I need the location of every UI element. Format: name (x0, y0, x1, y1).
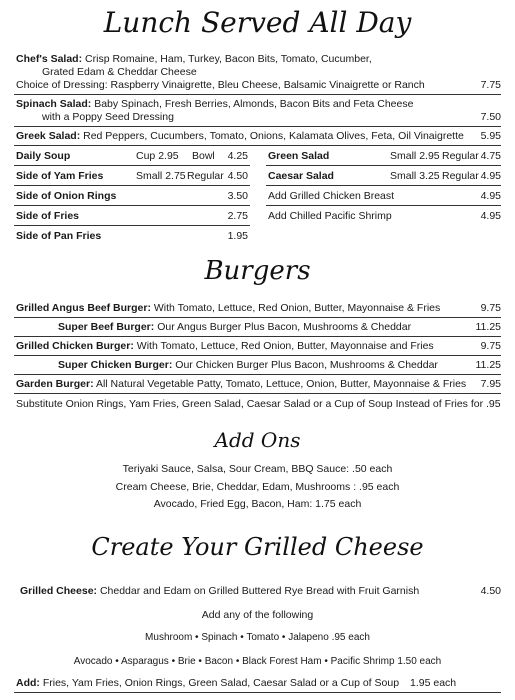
add-shrimp-price: 4.95 (480, 210, 501, 222)
spinach-salad-line2: with a Poppy Seed Dressing (42, 111, 174, 123)
lunch-title: Lunch Served All Day (103, 6, 412, 39)
add-shrimp: Add Chilled Pacific Shrimp (268, 210, 392, 222)
green-salad-regular-price: 4.75 (480, 150, 501, 162)
grilled-cheese: Grilled Cheese: Cheddar and Edam on Grilled Buttered Rye Bread with Fruit Garnish (20, 585, 420, 597)
divider (14, 355, 501, 356)
garden-burger: Garden Burger: All Natural Vegetable Patty, Tomato, Lettuce, Onion, Butter, Mayonnaise & Fries (16, 378, 467, 390)
green-salad-regular-label: Regular (442, 150, 479, 162)
spinach-salad-line1: Spinach Salad: Baby Spinach, Fresh Berries, Almonds, Bacon Bits and Feta Cheese (16, 98, 414, 110)
divider (14, 94, 501, 95)
yam-regular-label: Regular (187, 170, 224, 182)
add-chicken: Add Grilled Chicken Breast (268, 190, 395, 202)
divider (266, 205, 501, 206)
onion-rings: Side of Onion Rings (16, 190, 117, 202)
side-fries: Side of Fries (16, 210, 80, 222)
caesar-salad-regular-price: 4.95 (480, 170, 501, 182)
divider (14, 165, 250, 166)
onion-rings-price: 3.50 (227, 190, 248, 202)
chicken-burger-price: 9.75 (480, 340, 501, 352)
divider (14, 145, 501, 146)
dressing-choice: Choice of Dressing: Raspberry Vinaigrette, Bleu Cheese, Balsamic Vinaigrette or Ranch (16, 79, 425, 91)
cheese-add-sides: Add: Fries, Yam Fries, Onion Rings, Green Salad, Caesar Salad or a Cup of Soup (16, 677, 400, 689)
add-any-heading: Add any of the following (201, 609, 314, 621)
yam-regular-price: 4.50 (227, 170, 248, 182)
chef-salad-price: 7.75 (480, 79, 501, 91)
cheese-add-sides-price: 1.95 each (410, 677, 457, 689)
caesar-salad: Caesar Salad (268, 170, 334, 182)
add-chicken-price: 4.95 (480, 190, 501, 202)
addons-line3: Avocado, Fried Egg, Bacon, Ham: 1.75 each (153, 498, 362, 510)
divider (14, 692, 501, 693)
grilled-cheese-price: 4.50 (480, 585, 501, 597)
soup-bowl-label: Bowl (192, 150, 215, 162)
super-chicken-burger-price: 11.25 (475, 359, 501, 371)
divider (14, 336, 501, 337)
green-salad: Green Salad (268, 150, 330, 162)
caesar-salad-small: Small 3.25 (390, 170, 440, 182)
caesar-salad-regular-label: Regular (442, 170, 479, 182)
super-beef-burger-price: 11.25 (475, 321, 501, 333)
addons-line1: Teriyaki Sauce, Salsa, Sour Cream, BBQ Sauce: .50 each (122, 463, 393, 475)
chef-salad-line2: Grated Edam & Cheddar Cheese (42, 66, 197, 78)
yam-small: Small 2.75 (136, 170, 186, 182)
greek-salad-price: 5.95 (480, 130, 501, 142)
substitute-note: Substitute Onion Rings, Yam Fries, Green Salad, Caesar Salad or a Cup of Soup Instead of Fries for .95 (16, 398, 501, 410)
cheese-title: Create Your Grilled Cheese (91, 533, 424, 561)
angus-burger-price: 9.75 (480, 302, 501, 314)
burgers-title: Burgers (204, 256, 311, 286)
greek-salad: Greek Salad: Red Peppers, Cucumbers, Tomato, Onions, Kalamata Olives, Feta, Oil Vinaigrette (16, 130, 464, 142)
pan-fries: Side of Pan Fries (16, 230, 102, 242)
cheese-addons-line1: Mushroom • Spinach • Tomato • Jalapeno .95 each (145, 632, 370, 643)
side-fries-price: 2.75 (227, 210, 248, 222)
cheese-addons-line2: Avocado • Asparagus • Brie • Bacon • Black Forest Ham • Pacific Shrimp 1.50 each (73, 656, 442, 667)
divider (14, 185, 250, 186)
divider (266, 165, 501, 166)
soup-cup: Cup 2.95 (136, 150, 179, 162)
divider (14, 225, 250, 226)
yam-fries: Side of Yam Fries (16, 170, 104, 182)
divider (14, 393, 501, 394)
super-beef-burger: Super Beef Burger: Our Angus Burger Plus Bacon, Mushrooms & Cheddar (58, 321, 412, 333)
addons-title: Add Ons (214, 428, 301, 452)
daily-soup: Daily Soup (16, 150, 71, 162)
spinach-salad-price: 7.50 (480, 111, 501, 123)
divider (14, 126, 501, 127)
chicken-burger: Grilled Chicken Burger: With Tomato, Lettuce, Red Onion, Butter, Mayonnaise and Fries (16, 340, 434, 352)
green-salad-small: Small 2.95 (390, 150, 440, 162)
divider (14, 317, 501, 318)
garden-burger-price: 7.95 (480, 378, 501, 390)
divider (14, 374, 501, 375)
super-chicken-burger: Super Chicken Burger: Our Chicken Burger Plus Bacon, Mushrooms & Cheddar (58, 359, 438, 371)
angus-burger: Grilled Angus Beef Burger: With Tomato, Lettuce, Red Onion, Butter, Mayonnaise & Fries (16, 302, 441, 314)
chef-salad-line1: Chef's Salad: Crisp Romaine, Ham, Turkey, Bacon Bits, Tomato, Cucumber, (16, 53, 372, 65)
divider (14, 205, 250, 206)
addons-line2: Cream Cheese, Brie, Cheddar, Edam, Mushrooms : .95 each (115, 481, 400, 493)
pan-fries-price: 1.95 (227, 230, 248, 242)
divider (266, 185, 501, 186)
soup-bowl-price: 4.25 (227, 150, 248, 162)
